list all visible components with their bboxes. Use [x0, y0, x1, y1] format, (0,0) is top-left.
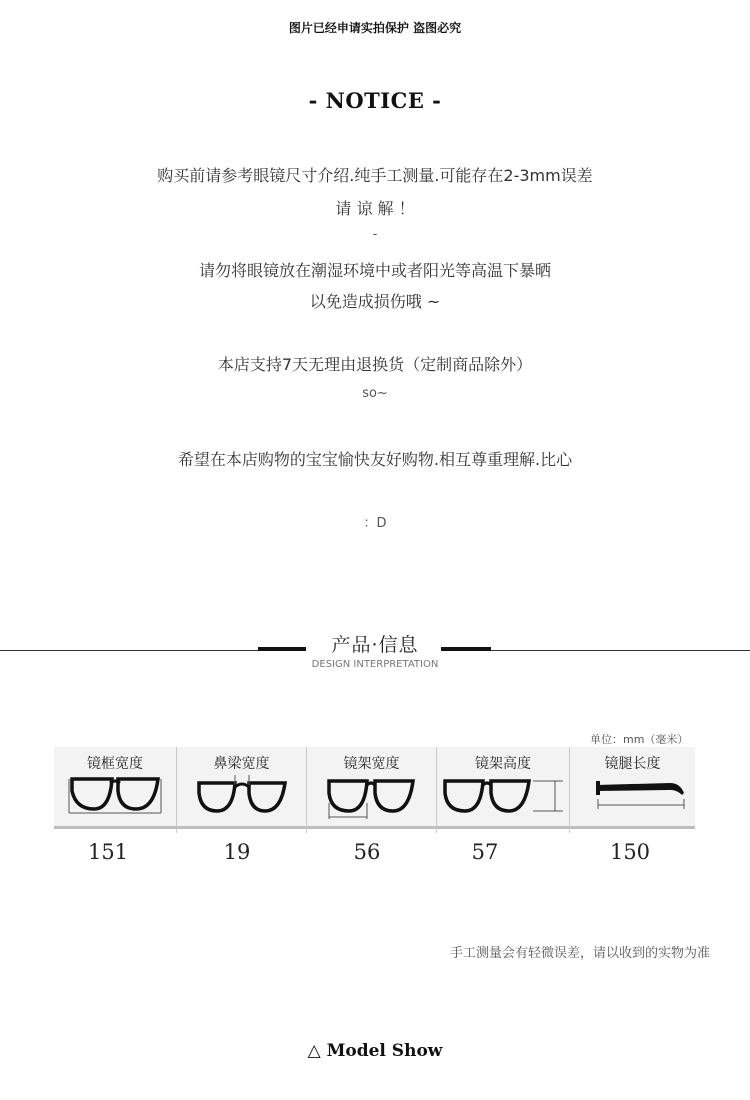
dimension-cell-frame-width — [54, 747, 176, 833]
product-info-title: 产品·信息 — [331, 634, 419, 656]
bridge-width-glasses-icon — [177, 773, 306, 823]
notice-line-return-policy: 本店支持7天无理由退换货（定制商品除外） — [217, 355, 533, 374]
lens-height-glasses-icon — [437, 773, 569, 823]
frame-width-glasses-icon — [54, 773, 176, 823]
notice-line-so: so~ — [362, 386, 388, 401]
dimension-cell-bridge-width — [177, 747, 306, 833]
dimension-value-frame-width: 151 — [87, 840, 129, 864]
notice-line-dash: - — [372, 227, 378, 242]
model-show-heading: △ Model Show — [307, 1041, 443, 1061]
dimension-label-temple-length: 镜腿长度 — [604, 756, 661, 772]
dimension-value-lens-height: 57 — [471, 840, 499, 864]
dimension-value-lens-width: 56 — [353, 840, 381, 864]
dimension-label-frame-width: 镜框宽度 — [87, 756, 143, 772]
notice-line-understand: 请 谅 解 ！ — [335, 199, 415, 218]
notice-line-measurement: 购买前请参考眼镜尺寸介绍.纯手工测量.可能存在2-3mm误差 — [157, 166, 593, 185]
dimension-label-lens-width: 镜架宽度 — [343, 756, 400, 772]
dimension-label-lens-height: 镜架高度 — [475, 756, 531, 772]
measurement-disclaimer: 手工测量会有轻微误差，请以收到的实物为准 — [449, 946, 710, 961]
notice-line-storage: 请勿将眼镜放在潮湿环境中或者阳光等高温下暴晒 — [198, 261, 551, 280]
temple-length-icon — [570, 773, 695, 823]
dimension-value-bridge-width: 19 — [223, 840, 251, 864]
unit-label: 单位：mm（毫米） — [590, 733, 689, 746]
dimension-cell-temple-length — [570, 747, 695, 833]
notice-title: - NOTICE - — [308, 88, 442, 113]
dimension-cell-lens-width — [307, 747, 436, 833]
dimension-label-bridge-width: 鼻梁宽度 — [213, 756, 270, 772]
dimension-table — [54, 747, 695, 829]
notice-line-avoid-damage: 以免造成损伤哦 ~ — [309, 292, 441, 311]
dimension-cell-lens-height — [437, 747, 569, 833]
copyright-note: 图片已经申请实拍保护 盗图必究 — [288, 21, 462, 35]
lens-width-glasses-icon — [307, 773, 436, 823]
notice-line-wish: 希望在本店购物的宝宝愉快友好购物.相互尊重理解.比心 — [177, 450, 573, 469]
notice-line-smiley: ：D — [363, 516, 387, 531]
product-info-subtitle: DESIGN INTERPRETATION — [311, 659, 439, 670]
dimension-value-temple-length: 150 — [609, 840, 651, 864]
